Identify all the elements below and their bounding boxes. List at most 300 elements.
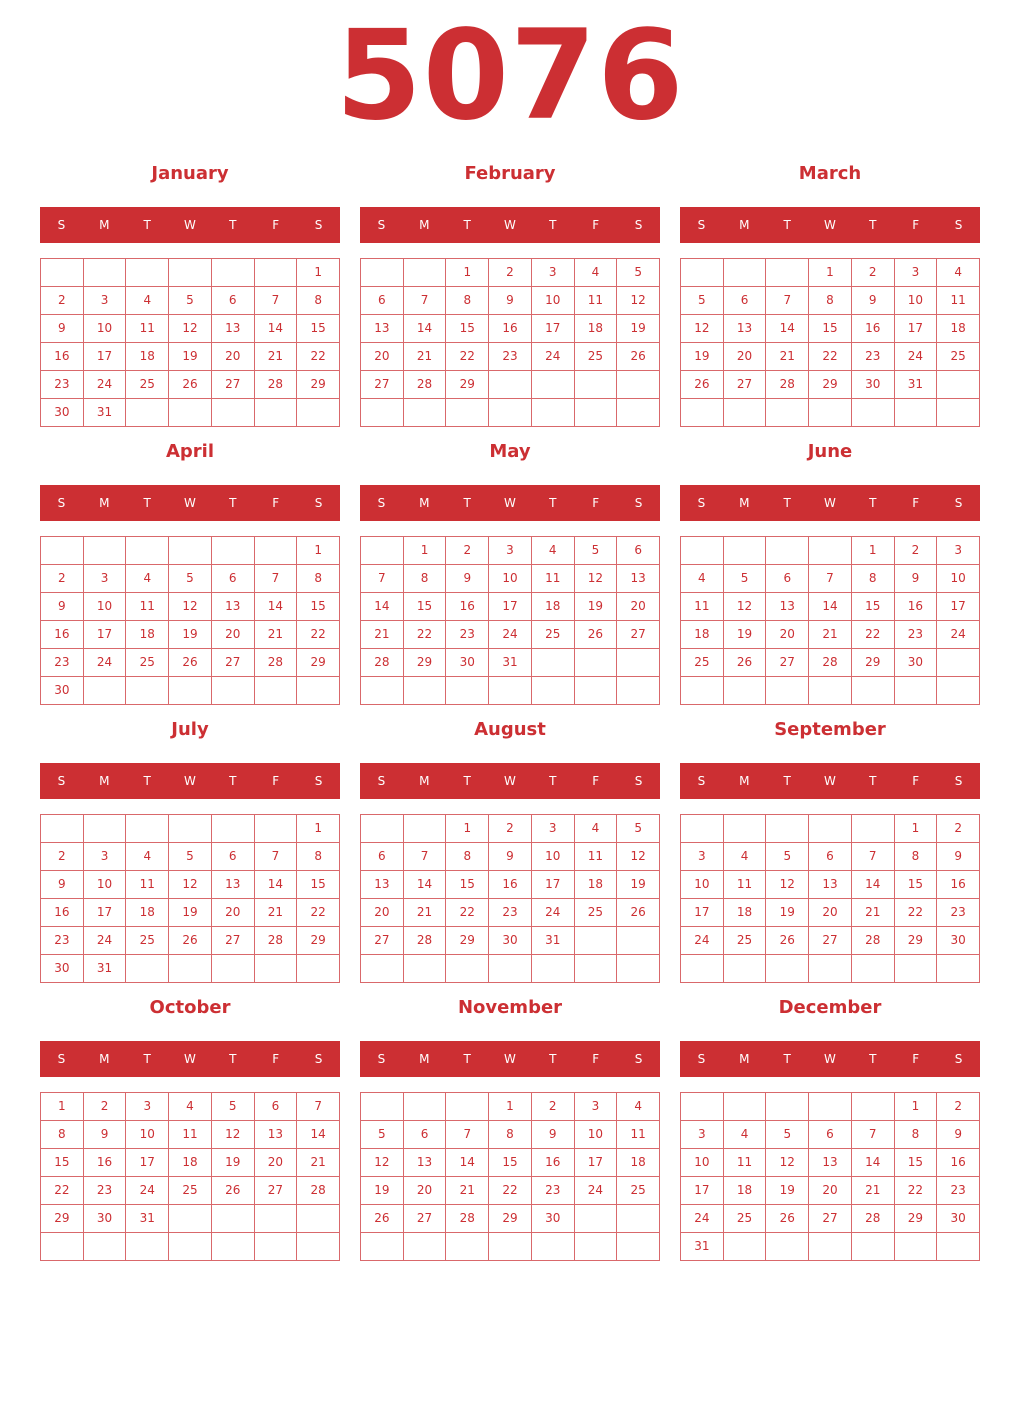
empty-day-cell	[489, 677, 532, 705]
day-cell: 24	[937, 621, 980, 649]
day-cell: 22	[852, 621, 895, 649]
weekday-label: T	[229, 1052, 237, 1066]
day-cell: 11	[724, 1149, 767, 1177]
empty-day-cell	[297, 399, 340, 427]
day-cell: 13	[724, 315, 767, 343]
empty-day-cell	[126, 259, 169, 287]
month-calendar-june	[680, 434, 980, 712]
day-cell: 11	[575, 843, 618, 871]
day-cell: 30	[41, 399, 84, 427]
empty-day-cell	[84, 1233, 127, 1261]
weekday-label: S	[954, 496, 963, 510]
day-cell: 22	[446, 899, 489, 927]
day-cell: 27	[361, 927, 404, 955]
empty-day-cell	[41, 259, 84, 287]
empty-day-cell	[489, 955, 532, 983]
day-cell: 14	[255, 315, 298, 343]
empty-day-cell	[169, 955, 212, 983]
day-cell: 13	[361, 315, 404, 343]
day-cell: 25	[126, 649, 169, 677]
day-cell: 21	[446, 1177, 489, 1205]
empty-day-cell	[212, 399, 255, 427]
day-cell: 11	[575, 287, 618, 315]
day-grid	[680, 536, 980, 705]
day-cell: 28	[255, 371, 298, 399]
empty-day-cell	[895, 955, 938, 983]
empty-day-cell	[212, 537, 255, 565]
day-cell: 10	[84, 871, 127, 899]
day-cell: 10	[532, 287, 575, 315]
empty-day-cell	[809, 1233, 852, 1261]
day-cell: 24	[532, 899, 575, 927]
day-cell: 28	[852, 1205, 895, 1233]
empty-day-cell	[404, 1093, 447, 1121]
day-cell: 19	[681, 343, 724, 371]
day-cell: 4	[617, 1093, 660, 1121]
day-cell: 1	[446, 815, 489, 843]
empty-day-cell	[575, 1205, 618, 1233]
day-cell: 11	[681, 593, 724, 621]
empty-day-cell	[895, 677, 938, 705]
empty-day-cell	[937, 955, 980, 983]
month-calendar-september	[680, 712, 980, 990]
day-cell: 30	[532, 1205, 575, 1233]
day-cell: 8	[809, 287, 852, 315]
day-cell: 6	[724, 287, 767, 315]
day-cell: 7	[255, 843, 298, 871]
weekday-label: F	[272, 1052, 280, 1066]
day-cell: 3	[575, 1093, 618, 1121]
day-cell: 4	[575, 259, 618, 287]
weekday-label: T	[143, 774, 151, 788]
day-cell: 19	[169, 343, 212, 371]
day-cell: 12	[766, 1149, 809, 1177]
day-cell: 16	[41, 899, 84, 927]
day-cell: 20	[809, 899, 852, 927]
day-cell: 11	[617, 1121, 660, 1149]
empty-day-cell	[766, 677, 809, 705]
day-cell: 5	[724, 565, 767, 593]
day-cell: 17	[532, 315, 575, 343]
empty-day-cell	[255, 399, 298, 427]
empty-day-cell	[446, 955, 489, 983]
weekday-label: M	[739, 774, 750, 788]
empty-day-cell	[404, 259, 447, 287]
weekday-label: W	[504, 774, 516, 788]
day-cell: 29	[446, 927, 489, 955]
empty-day-cell	[212, 955, 255, 983]
day-cell: 24	[681, 1205, 724, 1233]
empty-day-cell	[852, 1233, 895, 1261]
empty-day-cell	[852, 815, 895, 843]
day-cell: 3	[681, 843, 724, 871]
day-cell: 15	[852, 593, 895, 621]
day-cell: 5	[617, 815, 660, 843]
day-cell: 30	[895, 649, 938, 677]
weekday-header	[680, 763, 980, 799]
day-cell: 15	[297, 871, 340, 899]
empty-day-cell	[297, 1205, 340, 1233]
day-cell: 18	[937, 315, 980, 343]
day-cell: 19	[361, 1177, 404, 1205]
day-cell: 19	[617, 871, 660, 899]
empty-day-cell	[361, 1093, 404, 1121]
day-cell: 5	[212, 1093, 255, 1121]
day-cell: 16	[41, 343, 84, 371]
day-cell: 25	[575, 343, 618, 371]
day-cell: 7	[809, 565, 852, 593]
weekday-label: M	[99, 774, 110, 788]
day-cell: 23	[446, 621, 489, 649]
day-cell: 24	[84, 371, 127, 399]
day-cell: 31	[84, 399, 127, 427]
empty-day-cell	[724, 677, 767, 705]
day-grid	[360, 814, 660, 983]
day-cell: 8	[297, 843, 340, 871]
day-cell: 1	[446, 259, 489, 287]
day-cell: 5	[766, 843, 809, 871]
day-cell: 2	[41, 565, 84, 593]
day-cell: 14	[297, 1121, 340, 1149]
day-cell: 23	[852, 343, 895, 371]
day-cell: 16	[84, 1149, 127, 1177]
day-cell: 3	[84, 565, 127, 593]
weekday-label: S	[377, 1052, 386, 1066]
day-cell: 1	[404, 537, 447, 565]
day-cell: 20	[809, 1177, 852, 1205]
weekday-label: T	[549, 496, 557, 510]
day-cell: 18	[724, 899, 767, 927]
empty-day-cell	[532, 1233, 575, 1261]
month-name: March	[798, 163, 862, 184]
weekday-label: T	[463, 774, 471, 788]
day-cell: 14	[404, 871, 447, 899]
day-cell: 7	[446, 1121, 489, 1149]
day-cell: 18	[575, 871, 618, 899]
day-cell: 11	[532, 565, 575, 593]
empty-day-cell	[84, 537, 127, 565]
day-cell: 30	[937, 1205, 980, 1233]
month-name: October	[149, 997, 231, 1018]
day-cell: 10	[126, 1121, 169, 1149]
month-calendar-november	[360, 990, 660, 1268]
day-grid	[360, 1092, 660, 1261]
day-cell: 20	[404, 1177, 447, 1205]
day-cell: 26	[766, 1205, 809, 1233]
month-name: September	[774, 719, 886, 740]
day-cell: 17	[84, 899, 127, 927]
day-cell: 5	[681, 287, 724, 315]
day-cell: 23	[489, 899, 532, 927]
weekday-label: W	[504, 218, 516, 232]
weekday-label: F	[912, 218, 920, 232]
empty-day-cell	[126, 677, 169, 705]
day-cell: 27	[617, 621, 660, 649]
day-cell: 3	[937, 537, 980, 565]
day-cell: 17	[126, 1149, 169, 1177]
weekday-label: M	[99, 218, 110, 232]
empty-day-cell	[937, 399, 980, 427]
day-cell: 10	[681, 1149, 724, 1177]
day-grid	[680, 814, 980, 983]
day-cell: 29	[446, 371, 489, 399]
weekday-label: S	[634, 774, 643, 788]
day-cell: 12	[169, 593, 212, 621]
empty-day-cell	[681, 399, 724, 427]
day-cell: 11	[937, 287, 980, 315]
empty-day-cell	[404, 677, 447, 705]
empty-day-cell	[404, 815, 447, 843]
weekday-label: W	[184, 1052, 196, 1066]
day-cell: 17	[84, 343, 127, 371]
day-cell: 19	[169, 621, 212, 649]
weekday-label: M	[739, 218, 750, 232]
weekday-label: W	[824, 496, 836, 510]
empty-day-cell	[809, 1093, 852, 1121]
empty-day-cell	[84, 815, 127, 843]
weekday-label: F	[272, 218, 280, 232]
day-cell: 6	[766, 565, 809, 593]
day-cell: 4	[126, 287, 169, 315]
weekday-label: S	[954, 774, 963, 788]
empty-day-cell	[724, 1233, 767, 1261]
empty-day-cell	[532, 371, 575, 399]
day-cell: 25	[724, 927, 767, 955]
weekday-label: T	[783, 496, 791, 510]
day-cell: 14	[809, 593, 852, 621]
day-cell: 4	[724, 843, 767, 871]
day-cell: 5	[169, 565, 212, 593]
day-cell: 21	[361, 621, 404, 649]
day-cell: 12	[169, 871, 212, 899]
weekday-label: W	[824, 218, 836, 232]
day-cell: 18	[169, 1149, 212, 1177]
empty-day-cell	[255, 955, 298, 983]
day-grid	[40, 536, 340, 705]
day-cell: 10	[489, 565, 532, 593]
weekday-label: S	[377, 496, 386, 510]
day-cell: 5	[575, 537, 618, 565]
day-cell: 22	[41, 1177, 84, 1205]
day-cell: 8	[297, 565, 340, 593]
day-cell: 11	[724, 871, 767, 899]
empty-day-cell	[766, 259, 809, 287]
day-cell: 16	[489, 871, 532, 899]
empty-day-cell	[617, 649, 660, 677]
empty-day-cell	[212, 677, 255, 705]
day-cell: 8	[446, 287, 489, 315]
day-cell: 27	[212, 371, 255, 399]
weekday-label: T	[463, 218, 471, 232]
empty-day-cell	[41, 815, 84, 843]
weekday-label: T	[143, 218, 151, 232]
day-cell: 20	[361, 343, 404, 371]
empty-day-cell	[852, 677, 895, 705]
day-cell: 15	[446, 315, 489, 343]
day-cell: 24	[489, 621, 532, 649]
day-cell: 4	[532, 537, 575, 565]
day-cell: 22	[446, 343, 489, 371]
day-cell: 24	[84, 927, 127, 955]
month-calendar-october	[40, 990, 340, 1268]
day-cell: 20	[361, 899, 404, 927]
weekday-header	[680, 1041, 980, 1077]
empty-day-cell	[126, 815, 169, 843]
empty-day-cell	[809, 815, 852, 843]
day-cell: 2	[84, 1093, 127, 1121]
day-cell: 15	[404, 593, 447, 621]
day-cell: 29	[297, 927, 340, 955]
day-cell: 16	[895, 593, 938, 621]
day-cell: 4	[681, 565, 724, 593]
weekday-label: W	[184, 218, 196, 232]
day-cell: 23	[937, 899, 980, 927]
day-cell: 12	[617, 287, 660, 315]
empty-day-cell	[361, 399, 404, 427]
empty-day-cell	[255, 1205, 298, 1233]
weekday-label: T	[229, 774, 237, 788]
day-cell: 29	[895, 1205, 938, 1233]
day-cell: 16	[937, 1149, 980, 1177]
day-cell: 1	[809, 259, 852, 287]
day-cell: 13	[809, 871, 852, 899]
day-cell: 18	[126, 343, 169, 371]
empty-day-cell	[297, 955, 340, 983]
day-cell: 29	[489, 1205, 532, 1233]
day-cell: 23	[84, 1177, 127, 1205]
empty-day-cell	[404, 399, 447, 427]
month-name: May	[489, 441, 531, 462]
empty-day-cell	[361, 955, 404, 983]
empty-day-cell	[937, 371, 980, 399]
empty-day-cell	[532, 399, 575, 427]
empty-day-cell	[532, 955, 575, 983]
day-grid	[360, 258, 660, 427]
day-cell: 30	[41, 955, 84, 983]
day-cell: 5	[169, 843, 212, 871]
day-cell: 26	[575, 621, 618, 649]
day-cell: 17	[532, 871, 575, 899]
day-cell: 1	[297, 259, 340, 287]
day-cell: 29	[809, 371, 852, 399]
weekday-label: W	[504, 496, 516, 510]
month-name: June	[807, 441, 853, 462]
weekday-label: F	[912, 774, 920, 788]
weekday-header	[40, 763, 340, 799]
empty-day-cell	[766, 399, 809, 427]
day-cell: 8	[489, 1121, 532, 1149]
day-cell: 25	[937, 343, 980, 371]
empty-day-cell	[681, 677, 724, 705]
day-cell: 24	[895, 343, 938, 371]
day-cell: 26	[169, 927, 212, 955]
day-cell: 9	[41, 871, 84, 899]
weekday-label: T	[869, 774, 877, 788]
day-cell: 26	[766, 927, 809, 955]
month-name: December	[778, 997, 882, 1018]
empty-day-cell	[681, 259, 724, 287]
day-cell: 9	[937, 1121, 980, 1149]
day-cell: 19	[766, 1177, 809, 1205]
day-cell: 6	[255, 1093, 298, 1121]
day-cell: 27	[212, 927, 255, 955]
day-cell: 14	[852, 871, 895, 899]
day-cell: 18	[575, 315, 618, 343]
weekday-label: M	[419, 774, 430, 788]
day-cell: 4	[937, 259, 980, 287]
day-cell: 21	[255, 343, 298, 371]
day-cell: 17	[575, 1149, 618, 1177]
weekday-label: M	[99, 1052, 110, 1066]
day-cell: 11	[126, 871, 169, 899]
day-cell: 8	[895, 1121, 938, 1149]
day-cell: 15	[41, 1149, 84, 1177]
day-cell: 22	[297, 621, 340, 649]
weekday-label: S	[697, 1052, 706, 1066]
empty-day-cell	[532, 649, 575, 677]
weekday-label: F	[272, 496, 280, 510]
day-cell: 6	[404, 1121, 447, 1149]
day-cell: 19	[766, 899, 809, 927]
weekday-label: M	[419, 1052, 430, 1066]
day-cell: 19	[724, 621, 767, 649]
weekday-label: M	[739, 1052, 750, 1066]
day-cell: 21	[255, 621, 298, 649]
month-calendar-april	[40, 434, 340, 712]
day-cell: 14	[446, 1149, 489, 1177]
weekday-header	[680, 207, 980, 243]
empty-day-cell	[681, 537, 724, 565]
day-cell: 2	[532, 1093, 575, 1121]
day-cell: 27	[809, 927, 852, 955]
day-cell: 8	[404, 565, 447, 593]
weekday-label: M	[419, 218, 430, 232]
day-cell: 9	[489, 287, 532, 315]
empty-day-cell	[766, 537, 809, 565]
empty-day-cell	[255, 677, 298, 705]
day-grid	[40, 1092, 340, 1261]
day-cell: 8	[446, 843, 489, 871]
day-cell: 25	[532, 621, 575, 649]
weekday-label: S	[697, 774, 706, 788]
day-cell: 6	[212, 565, 255, 593]
weekday-label: F	[592, 218, 600, 232]
day-cell: 4	[126, 565, 169, 593]
weekday-label: M	[419, 496, 430, 510]
day-cell: 19	[575, 593, 618, 621]
empty-day-cell	[766, 1233, 809, 1261]
weekday-label: W	[504, 1052, 516, 1066]
day-cell: 3	[84, 287, 127, 315]
day-cell: 12	[361, 1149, 404, 1177]
empty-day-cell	[681, 815, 724, 843]
weekday-label: S	[697, 496, 706, 510]
day-cell: 6	[361, 843, 404, 871]
empty-day-cell	[766, 1093, 809, 1121]
weekday-label: S	[57, 774, 66, 788]
day-cell: 9	[489, 843, 532, 871]
day-cell: 25	[126, 371, 169, 399]
empty-day-cell	[575, 955, 618, 983]
empty-day-cell	[169, 815, 212, 843]
weekday-label: F	[272, 774, 280, 788]
day-cell: 2	[489, 259, 532, 287]
weekday-label: T	[229, 496, 237, 510]
empty-day-cell	[937, 649, 980, 677]
empty-day-cell	[212, 1205, 255, 1233]
empty-day-cell	[212, 259, 255, 287]
day-cell: 6	[212, 287, 255, 315]
